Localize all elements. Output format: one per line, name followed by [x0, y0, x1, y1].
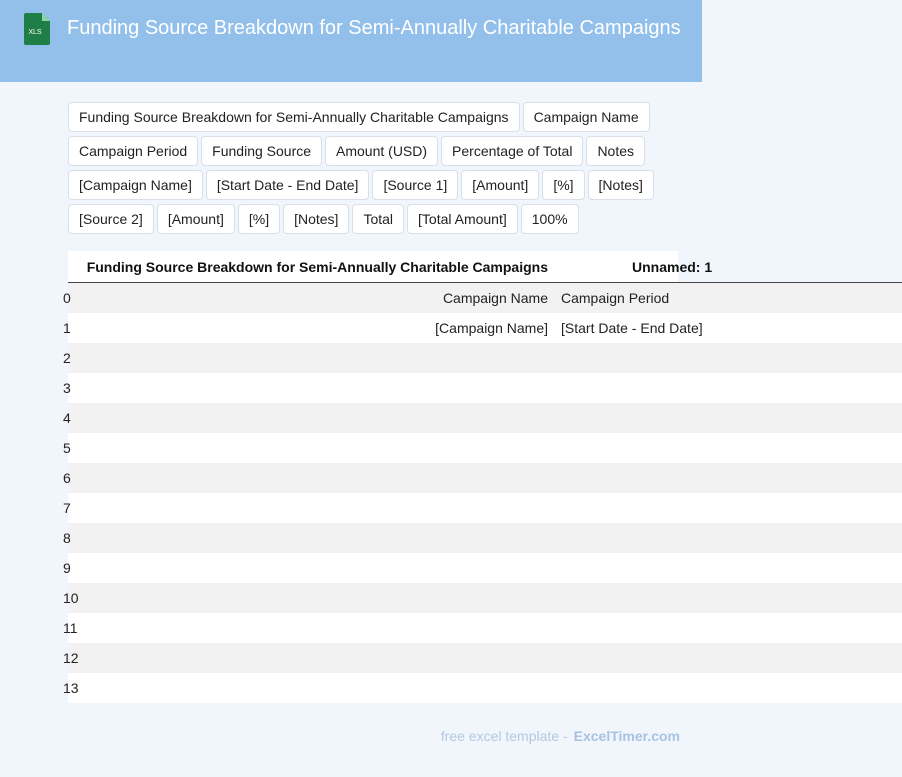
field-tag: Funding Source — [201, 136, 322, 166]
table-row — [68, 403, 902, 433]
row-index-cell: 13 — [68, 673, 82, 703]
footer-prefix: free excel template - — [440, 728, 568, 744]
column-header: Unnamed: 1 — [558, 251, 902, 283]
field-tag: [Campaign Name] — [68, 170, 203, 200]
index-column-header — [68, 251, 82, 283]
table-cell — [82, 673, 558, 703]
svg-text:XLS: XLS — [28, 29, 42, 36]
row-index-cell: 2 — [68, 343, 82, 373]
table-cell — [82, 433, 558, 463]
table-row — [68, 673, 902, 703]
table-row — [68, 613, 902, 643]
table-row — [68, 343, 902, 373]
table-cell — [82, 613, 558, 643]
row-index-cell: 12 — [68, 643, 82, 673]
row-index-cell: 8 — [68, 523, 82, 553]
table-cell — [558, 493, 902, 523]
table-header-row — [68, 251, 902, 283]
row-index-cell: 4 — [68, 403, 82, 433]
table-cell — [558, 613, 902, 643]
table-cell — [558, 343, 902, 373]
row-index-cell: 11 — [68, 613, 82, 643]
table-row — [68, 583, 902, 613]
table-row — [68, 373, 902, 403]
row-index-cell: 0 — [68, 283, 82, 314]
table-cell — [82, 553, 558, 583]
footer-credit — [441, 728, 680, 744]
field-tag: Campaign Period — [68, 136, 198, 166]
data-table-viewport[interactable] — [63, 251, 713, 702]
field-tag: Amount (USD) — [325, 136, 438, 166]
row-index-cell: 5 — [68, 433, 82, 463]
field-tag-list — [68, 102, 688, 238]
table-row — [68, 463, 902, 493]
table-cell — [558, 553, 902, 583]
field-tag: [Notes] — [283, 204, 349, 234]
table-cell — [558, 403, 902, 433]
table-row — [68, 523, 902, 553]
row-index-cell: 7 — [68, 493, 82, 523]
field-tag: [Source 2] — [68, 204, 154, 234]
field-tag: [%] — [238, 204, 280, 234]
footer-brand-link[interactable]: ExcelTimer.com — [573, 728, 680, 744]
table-cell — [82, 493, 558, 523]
table-row — [68, 643, 902, 673]
field-tag: Percentage of Total — [441, 136, 583, 166]
table-cell — [558, 643, 902, 673]
field-tag: Campaign Name — [523, 102, 650, 132]
table-cell — [558, 373, 902, 403]
field-tag: [Source 1] — [372, 170, 458, 200]
page-title: Funding Source Breakdown for Semi-Annually Charitable Campaigns — [67, 17, 681, 39]
table-cell — [82, 583, 558, 613]
row-index-cell: 9 — [68, 553, 82, 583]
column-header: Funding Source Breakdown for Semi-Annually Charitable Campaigns — [82, 251, 558, 283]
field-tag: [Amount] — [157, 204, 235, 234]
table-row — [68, 283, 902, 314]
row-index-cell: 10 — [68, 583, 82, 613]
table-cell — [82, 373, 558, 403]
row-index-cell: 6 — [68, 463, 82, 493]
page-header — [0, 0, 702, 82]
data-table — [63, 251, 902, 703]
table-cell: Campaign Period — [558, 283, 902, 314]
table-cell — [558, 583, 902, 613]
field-tag: 100% — [521, 204, 579, 234]
row-index-cell: 1 — [68, 313, 82, 343]
field-tag: [Total Amount] — [407, 204, 518, 234]
field-tag: [%] — [542, 170, 584, 200]
row-index-cell: 3 — [68, 373, 82, 403]
field-tag: [Amount] — [461, 170, 539, 200]
table-cell — [558, 463, 902, 493]
table-cell — [82, 643, 558, 673]
table-row — [68, 553, 902, 583]
table-cell — [82, 463, 558, 493]
field-tag: [Notes] — [588, 170, 654, 200]
table-row — [68, 433, 902, 463]
table-cell — [558, 523, 902, 553]
table-cell — [558, 433, 902, 463]
table-cell — [82, 403, 558, 433]
table-cell: Campaign Name — [82, 283, 558, 314]
table-row — [68, 493, 902, 523]
table-cell: [Campaign Name] — [82, 313, 558, 343]
field-tag: Funding Source Breakdown for Semi-Annually Charitable Campaigns — [68, 102, 520, 132]
field-tag: Notes — [586, 136, 645, 166]
table-cell — [82, 523, 558, 553]
table-row — [68, 313, 902, 343]
field-tag: [Start Date - End Date] — [206, 170, 370, 200]
table-cell — [82, 343, 558, 373]
table-cell — [558, 673, 902, 703]
field-tag: Total — [352, 204, 404, 234]
table-cell: [Start Date - End Date] — [558, 313, 902, 343]
